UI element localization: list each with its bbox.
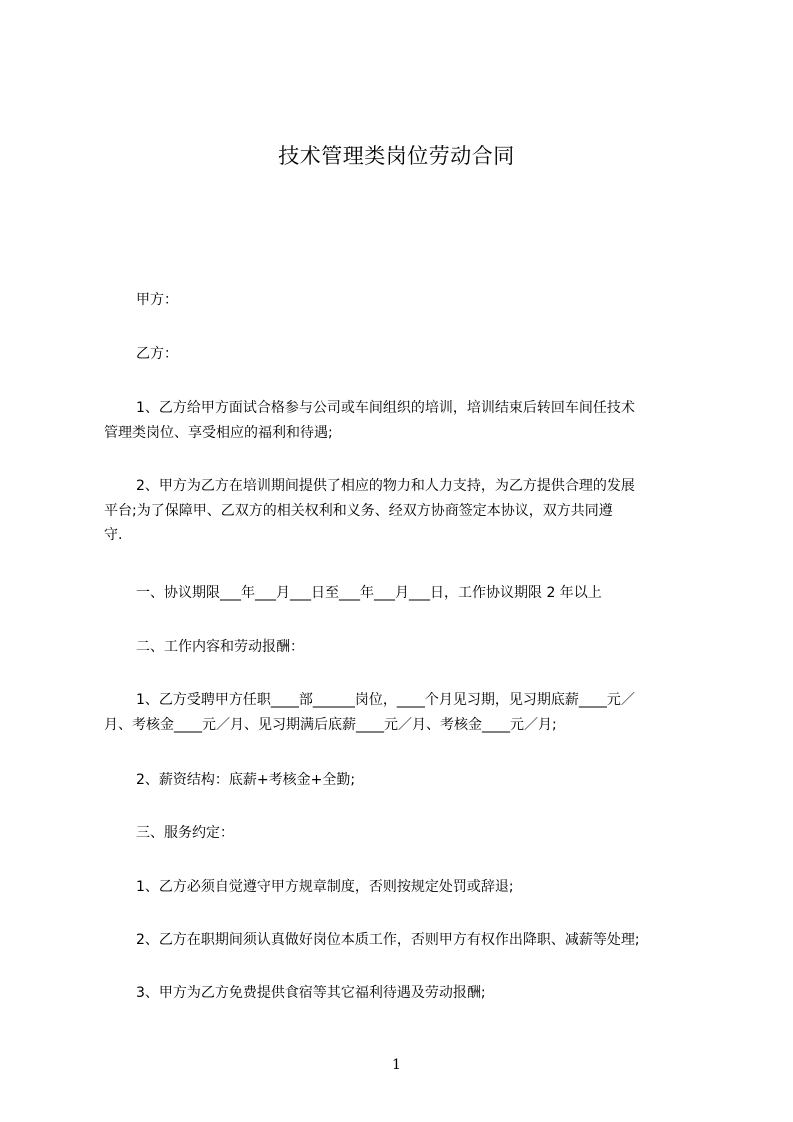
section-3-heading: 三、服务约定： [136, 825, 234, 841]
section-2-item-1-line-2: 月、考核金____元／月、见习期满后底薪____元／月、考核金____元／月; [104, 716, 557, 733]
document-title: 技术管理类岗位劳动合同 [278, 144, 515, 168]
section-2-item-1-line-1: 1、乙方受聘甲方任职____部______岗位，____个月见习期，见习期底薪____元／ [136, 692, 635, 708]
preamble-2-line-1: 2、甲方为乙方在培训期间提供了相应的物力和人力支持，为乙方提供合理的发展 [136, 478, 635, 494]
preamble-1-line-1: 1、乙方给甲方面试合格参与公司或车间组织的培训，培训结束后转回车间任技术 [136, 400, 635, 416]
preamble-1-line-2: 管理类岗位、享受相应的福利和待遇; [104, 424, 333, 441]
preamble-paragraph-2 [104, 474, 716, 548]
section-3-item-2: 2、乙方在职期间须认真做好岗位本质工作，否则甲方有权作出降职、减薪等处理; [136, 932, 640, 948]
preamble-paragraph-1 [104, 396, 716, 445]
section-3-item-3: 3、甲方为乙方免费提供食宿等其它福利待遇及劳动报酬; [136, 985, 486, 1001]
section-2-heading: 二、工作内容和劳动报酬： [136, 639, 304, 655]
section-3-item-1: 1、乙方必须自觉遵守甲方规章制度，否则按规定处罚或辞退; [136, 879, 514, 895]
page-number: 1 [392, 1057, 401, 1073]
preamble-2-line-2: 平台;为了保障甲、乙双方的相关权利和义务、经双方协商签定本协议，双方共同遵 [104, 502, 613, 519]
party-a-label: 甲方： [136, 292, 178, 308]
section-1-term: 一、协议期限___年___月___日至___年___月___日，工作协议期限 2 年以上 [136, 585, 602, 601]
section-2-item-1 [104, 688, 716, 737]
preamble-2-line-3: 守. [104, 527, 123, 543]
section-2-item-2: 2、薪资结构：底薪+考核金+全勤; [136, 772, 356, 788]
party-b-label: 乙方： [136, 346, 178, 362]
